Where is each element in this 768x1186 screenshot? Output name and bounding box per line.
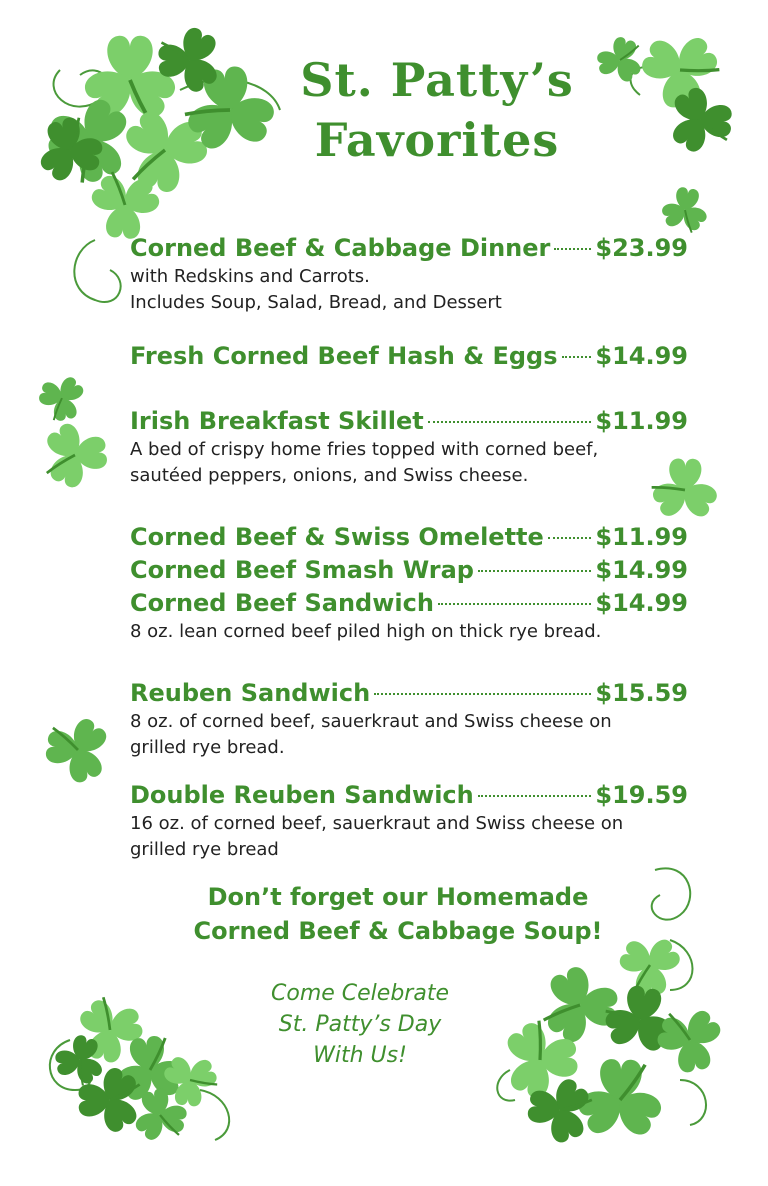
item-price: $14.99	[595, 342, 688, 370]
leader-dots	[548, 537, 592, 539]
menu-item	[130, 405, 688, 489]
item-description: grilled rye bread.	[130, 737, 285, 758]
menu-item	[130, 232, 688, 316]
item-price: $11.99	[595, 523, 688, 551]
menu-item	[130, 779, 688, 863]
shamrock-icon	[156, 26, 224, 94]
celebrate-message	[200, 978, 520, 1071]
item-description: with Redskins and Carrots.	[130, 266, 370, 287]
item-description: sautéed peppers, onions, and Swiss cheese.	[130, 465, 529, 486]
shamrock-icon	[41, 421, 109, 489]
celebrate-line-3: With Us!	[313, 1043, 407, 1068]
item-name: Fresh Corned Beef Hash & Eggs	[130, 342, 558, 370]
item-description: Includes Soup, Salad, Bread, and Dessert	[130, 292, 502, 313]
shamrock-icon	[666, 86, 734, 154]
item-name: Irish Breakfast Skillet	[130, 407, 424, 435]
shamrock-icon	[44, 716, 112, 784]
item-name: Corned Beef Smash Wrap	[130, 556, 474, 584]
shamrock-icon	[54, 1034, 106, 1086]
leader-dots	[478, 570, 591, 572]
menu-item	[130, 587, 688, 645]
soup-promo	[120, 880, 676, 948]
shamrock-icon	[661, 186, 709, 234]
leader-dots	[428, 421, 592, 423]
shamrock-icon	[132, 1087, 188, 1143]
leader-dots	[438, 603, 591, 605]
shamrock-icon	[656, 1006, 724, 1074]
item-description: 16 oz. of corned beef, sauerkraut and Swiss cheese on	[130, 813, 624, 834]
item-price: $11.99	[595, 407, 688, 435]
title-line-1: St. Patty’s	[300, 53, 574, 107]
title-line-2: Favorites	[314, 113, 560, 167]
leader-dots	[478, 795, 592, 797]
shamrock-icon	[36, 116, 104, 184]
leader-dots	[562, 356, 592, 358]
celebrate-line-1: Come Celebrate	[271, 981, 449, 1006]
menu-item	[130, 340, 688, 372]
item-description: 8 oz. of corned beef, sauerkraut and Swiss cheese on	[130, 711, 612, 732]
item-name: Corned Beef & Swiss Omelette	[130, 523, 544, 551]
shamrock-icon	[526, 1076, 594, 1144]
menu-title	[262, 50, 612, 170]
item-price: $14.99	[595, 556, 688, 584]
item-name: Corned Beef Sandwich	[130, 589, 434, 617]
item-description: grilled rye bread	[130, 839, 279, 860]
shamrock-icon	[38, 374, 86, 422]
menu-item	[130, 521, 688, 553]
item-description: 8 oz. lean corned beef piled high on thick rye bread.	[130, 621, 602, 642]
promo-line-2: Corned Beef & Cabbage Soup!	[193, 917, 603, 945]
item-name: Double Reuben Sandwich	[130, 781, 474, 809]
celebrate-line-2: St. Patty’s Day	[278, 1012, 442, 1037]
leader-dots	[554, 248, 591, 250]
menu-item	[130, 677, 688, 761]
item-name: Reuben Sandwich	[130, 679, 371, 707]
item-price: $14.99	[595, 589, 688, 617]
item-price: $15.59	[595, 679, 688, 707]
promo-line-1: Don’t forget our Homemade	[207, 883, 589, 911]
item-price: $19.59	[595, 781, 688, 809]
item-price: $23.99	[595, 234, 688, 262]
item-name: Corned Beef & Cabbage Dinner	[130, 234, 551, 262]
menu-item	[130, 554, 688, 586]
item-description: A bed of crispy home fries topped with corned beef,	[130, 439, 599, 460]
leader-dots	[374, 693, 591, 695]
